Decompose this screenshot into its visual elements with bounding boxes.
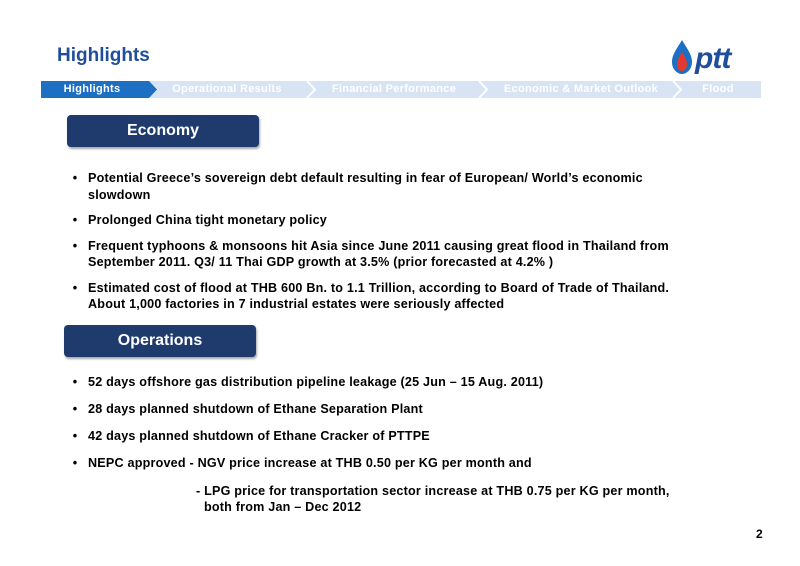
sub-item-line: - LPG price for transportation sector increase at THB 0.75 per KG per month,: [196, 484, 670, 498]
bullet-icon: •: [72, 456, 78, 470]
nav-item-highlights[interactable]: [41, 81, 143, 98]
page-number: 2: [756, 527, 763, 541]
list-item: [70, 455, 750, 472]
bullet-icon: •: [72, 238, 78, 253]
bullet-icon: •: [72, 375, 78, 389]
nav-item-operational-results[interactable]: [157, 81, 297, 98]
sub-item-line: both from Jan – Dec 2012: [204, 500, 362, 514]
bullet-text: 42 days planned shutdown of Ethane Cracker of PTTPE: [88, 429, 430, 443]
page-title: Highlights: [57, 45, 150, 66]
list-item: [70, 428, 750, 445]
logo-text: ptt: [695, 42, 731, 75]
nav-item-flood[interactable]: [685, 81, 751, 98]
economy-bullet-list: [70, 170, 750, 313]
list-item: [70, 170, 750, 203]
bullet-text: NEPC approved - NGV price increase at THB 0.50 per KG per month and: [88, 456, 532, 470]
nav-item-financial-performance[interactable]: [319, 81, 469, 98]
bullet-text-line: Prolonged China tight monetary policy: [88, 213, 328, 227]
operations-heading: Operations: [64, 325, 256, 357]
nav-item-economic-market-outlook[interactable]: [491, 81, 671, 98]
nav-arrow-icon: [671, 81, 685, 98]
nav-arrow-icon: [143, 81, 157, 98]
bullet-text: 52 days offshore gas distribution pipeline leakage (25 Jun – 15 Aug. 2011): [88, 375, 544, 389]
bullet-text: 28 days planned shutdown of Ethane Separation Plant: [88, 402, 423, 416]
bullet-text-line: Frequent typhoons & monsoons hit Asia since June 2011 causing great flood in Thailand from: [88, 238, 669, 253]
bullet-text-line: September 2011. Q3/ 11 Thai GDP growth at 3.5% (prior forecasted at 4.2% ): [88, 255, 554, 269]
operations-bullet-list: [70, 374, 750, 472]
bullet-text-line: Estimated cost of flood at THB 600 Bn. to 1.1 Trillion, according to Board of Trade of Thailand.: [88, 280, 670, 295]
bullet-icon: •: [72, 429, 78, 443]
bullet-text-line: About 1,000 factories in 7 industrial estates were seriously affected: [88, 297, 505, 311]
list-item: [70, 374, 750, 391]
nav-item-label: Flood: [702, 83, 734, 95]
economy-heading: Economy: [67, 115, 259, 147]
nav-item-label: Highlights: [63, 83, 121, 95]
section-navigation: [41, 81, 761, 98]
nav-item-label: Operational Results: [172, 83, 282, 95]
bullet-icon: •: [72, 280, 78, 295]
list-item: [70, 238, 750, 271]
list-item: [70, 401, 750, 418]
nav-arrow-icon: [305, 81, 319, 98]
bullet-icon: •: [72, 402, 78, 416]
bullet-icon: •: [72, 213, 78, 227]
bullet-text-line: Potential Greece’s sovereign debt default resulting in fear of European/ World’s economic: [88, 171, 643, 185]
bullet-text-line: slowdown: [88, 187, 151, 202]
nav-item-label: Economic & Market Outlook: [503, 83, 659, 95]
list-item: [70, 280, 750, 313]
bullet-icon: •: [72, 171, 78, 185]
list-item: [70, 212, 750, 229]
nav-arrow-icon: [477, 81, 491, 98]
nav-item-label: Financial Performance: [331, 83, 457, 95]
ptt-logo: [668, 36, 756, 76]
